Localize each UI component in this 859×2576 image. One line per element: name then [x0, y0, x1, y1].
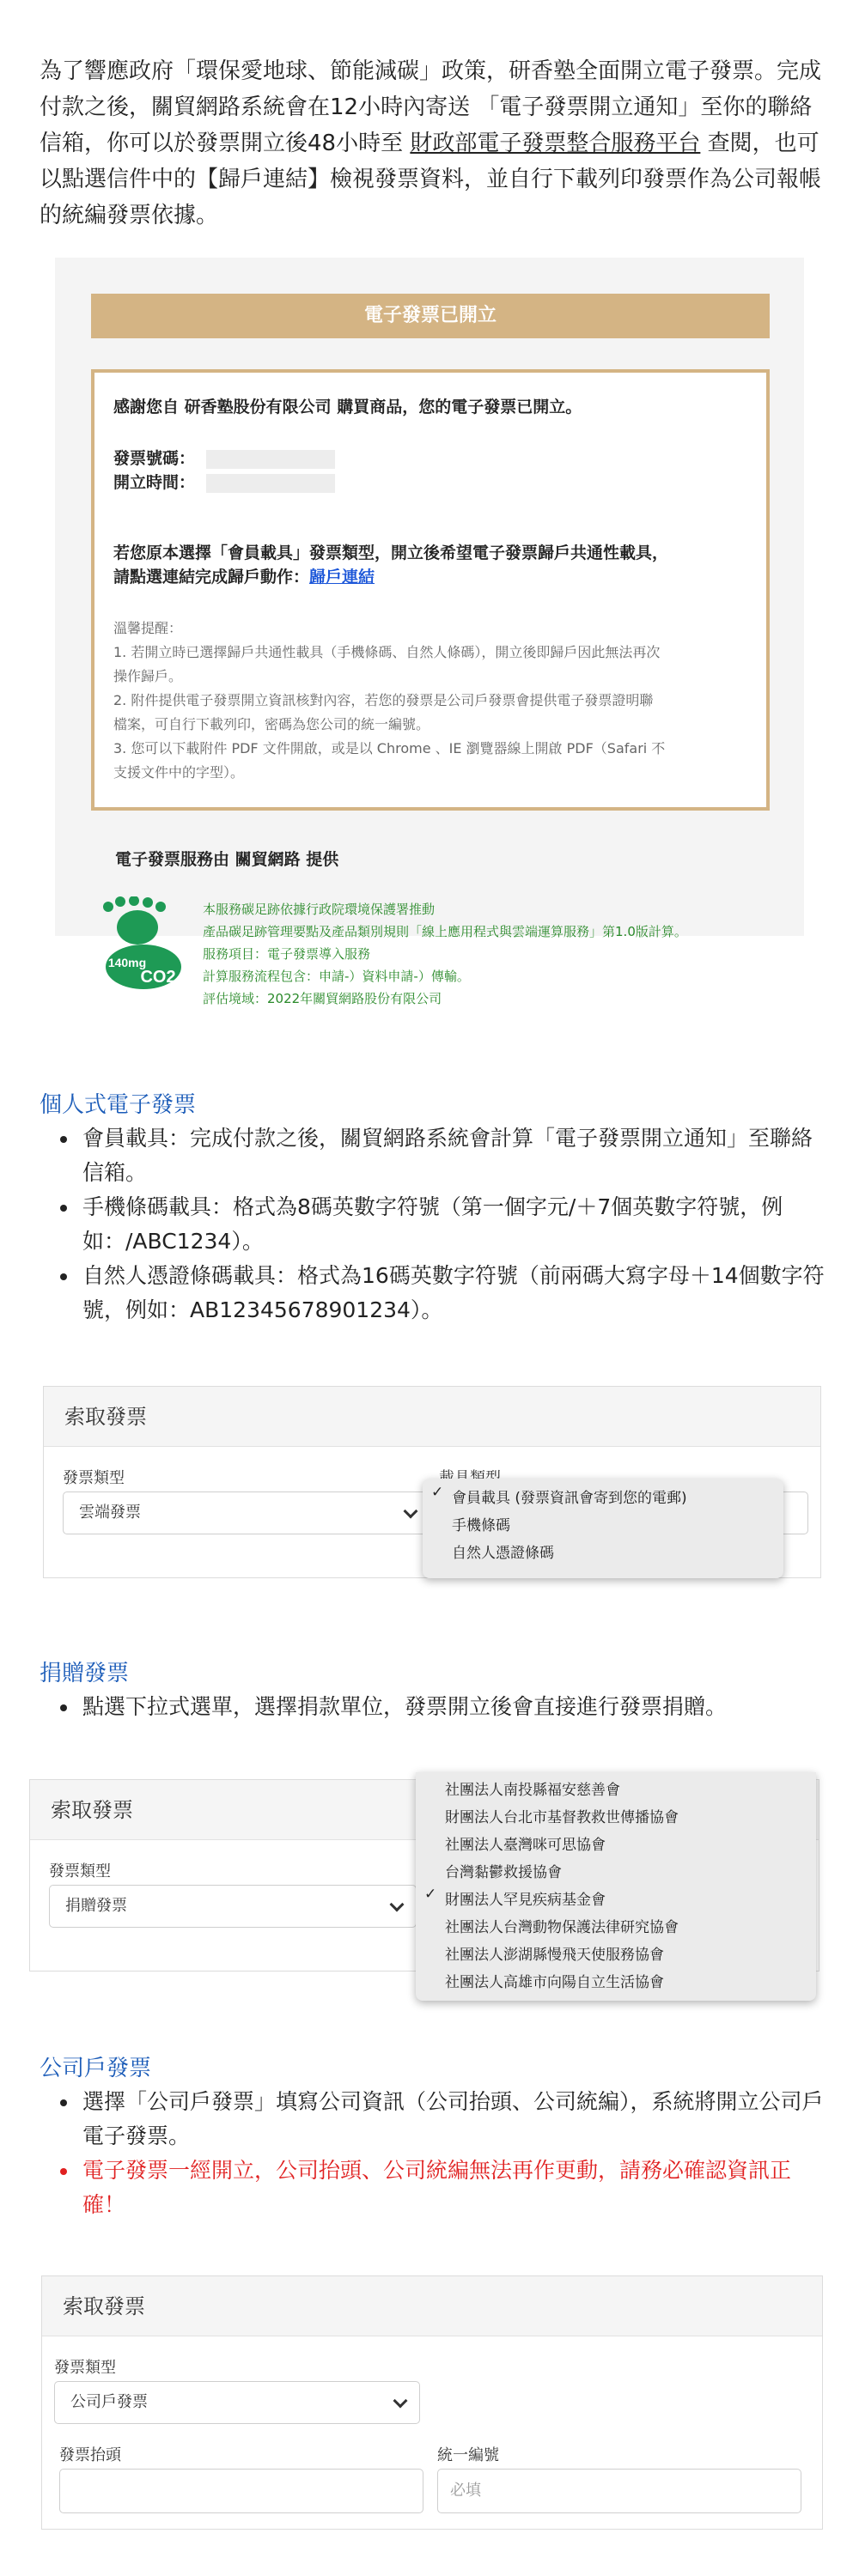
dropdown-option[interactable]: 財團法人罕見疾病基金會	[445, 1892, 606, 1909]
invoice-type-select[interactable]	[49, 1885, 417, 1928]
reminder-2b: 檔案，可自行下載列印，密碼為您公司的統一編號。	[113, 716, 430, 732]
reminder-3b: 支援文件中的字型）。	[113, 764, 245, 781]
tax-id-label: 統一編號	[437, 2446, 499, 2464]
invoice-type-select[interactable]	[54, 2381, 420, 2424]
redacted-invoice-number	[206, 450, 335, 469]
carrier-notice-line1: 若您原本選擇「會員載具」發票類型，開立後希望電子發票歸戶共通性載具，	[113, 544, 669, 562]
chevron-down-icon	[393, 2394, 408, 2409]
carbon-footprint-badge	[96, 896, 191, 1003]
email-card	[91, 369, 770, 811]
invoice-request-panel-3	[41, 2275, 823, 2530]
intro-text-2: 查閱，也可以點選信件中的【歸戶連結】檢視發票資料，並自行下載列印發票作為公司報帳的統編發票依據。	[40, 131, 822, 228]
reminder-title: 溫馨提醒：	[113, 620, 183, 636]
reminder-3a: 3. 您可以下載附件 PDF 文件開啟，或是以 Chrome 、IE 瀏覽器線上開啟 PDF（Safari 不	[113, 740, 666, 756]
select-value: 捐贈發票	[65, 1897, 127, 1915]
panel-header: 索取發票	[42, 2276, 822, 2336]
list-item: 自然人憑證條碼載具：格式為16碼英數字符號（前兩碼大寫字母＋14個數字符號，例如：AB12345678901234）。	[40, 1259, 826, 1327]
carbon-footprint-text	[203, 898, 778, 1010]
einvoice-platform-link[interactable]: 財政部電子發票整合服務平台	[410, 131, 701, 156]
badge-value: 140mg	[107, 956, 147, 969]
dropdown-option[interactable]: 財團法人台北市基督教救世傳播協會	[445, 1809, 679, 1826]
reminder-1b: 操作歸戶。	[113, 668, 183, 684]
select-value: 公司戶發票	[70, 2393, 148, 2411]
carbon-line: 產品碳足跡管理要點及產品類別規則「線上應用程式與雲端運算服務」第1.0版計算。	[203, 924, 687, 939]
carrier-link[interactable]: 歸戶連結	[309, 568, 375, 586]
dropdown-option[interactable]: 手機條碼	[452, 1517, 510, 1534]
carbon-line: 本服務碳足跡依據行政院環境保護署推動	[203, 902, 436, 917]
redacted-issue-time	[206, 474, 335, 493]
checkmark-icon: ✓	[431, 1484, 444, 1501]
dropdown-option[interactable]: 會員載具 (發票資訊會寄到您的電郵)	[452, 1490, 687, 1507]
dropdown-option[interactable]: 台灣黏鬱救援協會	[445, 1864, 562, 1881]
chevron-down-icon	[390, 1898, 405, 1912]
company-bullets	[40, 2085, 826, 2222]
email-banner: 電子發票已開立	[91, 294, 770, 338]
tax-id-input[interactable]: 必填	[437, 2469, 801, 2513]
donation-bullets	[40, 1690, 826, 1724]
dropdown-option[interactable]: 社團法人高雄市向陽自立生活協會	[445, 1974, 664, 1991]
invoice-type-label: 發票類型	[54, 2359, 116, 2377]
list-item: 點選下拉式選單，選擇捐款單位，發票開立後會直接進行發票捐贈。	[40, 1690, 826, 1724]
company-title-label: 發票抬頭	[59, 2446, 121, 2464]
provider-line: 電子發票服務由 關貿網路 提供	[115, 850, 339, 869]
donation-section-title: 捐贈發票	[40, 1661, 130, 1686]
personal-section-title: 個人式電子發票	[40, 1092, 197, 1118]
badge-unit: CO2	[140, 968, 176, 987]
carbon-line: 評估境域：2022年關貿網路股份有限公司	[203, 991, 442, 1006]
reminder-2a: 2. 附件提供電子發票開立資訊核對內容，若您的發票是公司戶發票會提供電子發票證明聯	[113, 692, 654, 708]
dropdown-option[interactable]: 社團法人臺灣咪可思協會	[445, 1837, 606, 1854]
company-title-input[interactable]	[59, 2469, 423, 2513]
company-section-title: 公司戶發票	[40, 2056, 152, 2081]
reminder-1a: 1. 若開立時已選擇歸戶共通性載具（手機條碼、自然人條碼），開立後即歸戶因此無法再次	[113, 644, 661, 660]
list-item: 選擇「公司戶發票」填寫公司資訊（公司抬頭、公司統編），系統將開立公司戶電子發票。	[40, 2085, 826, 2154]
invoice-type-label: 發票類型	[49, 1862, 111, 1880]
intro-text-1: 為了響應政府「環保愛地球、節能減碳」政策，研香塾全面開立電子發票。完成付款之後，關貿網路系統會在12小時內寄送 「電子發票開立通知」至你的聯絡信箱，你可以於發票開立後48小時至	[40, 58, 822, 156]
list-item: 手機條碼載具：格式為8碼英數字符號（第一個字元/＋7個英數字符號，例如：/ABC1234）。	[40, 1190, 826, 1259]
invoice-type-select[interactable]	[63, 1492, 430, 1534]
intro-paragraph	[40, 53, 821, 234]
chevron-down-icon	[404, 1504, 418, 1519]
carrier-notice-line2: 請點選連結完成歸戶動作：	[113, 568, 310, 586]
dropdown-option[interactable]: 社團法人台灣動物保護法律研究協會	[445, 1919, 679, 1936]
invoice-number-label: 發票號碼：	[113, 449, 196, 468]
panel-header: 索取發票	[30, 1780, 819, 1840]
checkmark-icon: ✓	[424, 1886, 437, 1903]
dropdown-option[interactable]: 自然人憑證條碼	[452, 1545, 554, 1562]
donation-unit-dropdown	[416, 1772, 816, 2001]
list-item: 會員載具：完成付款之後，關貿網路系統會計算「電子發票開立通知」至聯絡信箱。	[40, 1121, 826, 1190]
invoice-type-label: 發票類型	[63, 1469, 125, 1487]
email-thanks: 感謝您自 研香塾股份有限公司 購買商品，您的電子發票已開立。	[113, 398, 582, 416]
carbon-line: 計算服務流程包含：申請-）資料申請-）傳輸。	[203, 969, 470, 984]
issue-time-label: 開立時間：	[113, 473, 196, 492]
select-value: 雲端發票	[79, 1504, 141, 1522]
panel-header: 索取發票	[44, 1387, 820, 1447]
carbon-line: 服務項目：電子發票導入服務	[203, 946, 371, 962]
dropdown-option[interactable]: 社團法人澎湖縣慢飛天使服務協會	[445, 1947, 664, 1964]
warning-item: 電子發票一經開立，公司抬頭、公司統編無法再作更動，請務必確認資訊正確！	[40, 2154, 826, 2222]
carrier-type-dropdown	[423, 1479, 783, 1578]
dropdown-option[interactable]: 社團法人南投縣福安慈善會	[445, 1782, 620, 1799]
personal-bullets	[40, 1121, 826, 1327]
